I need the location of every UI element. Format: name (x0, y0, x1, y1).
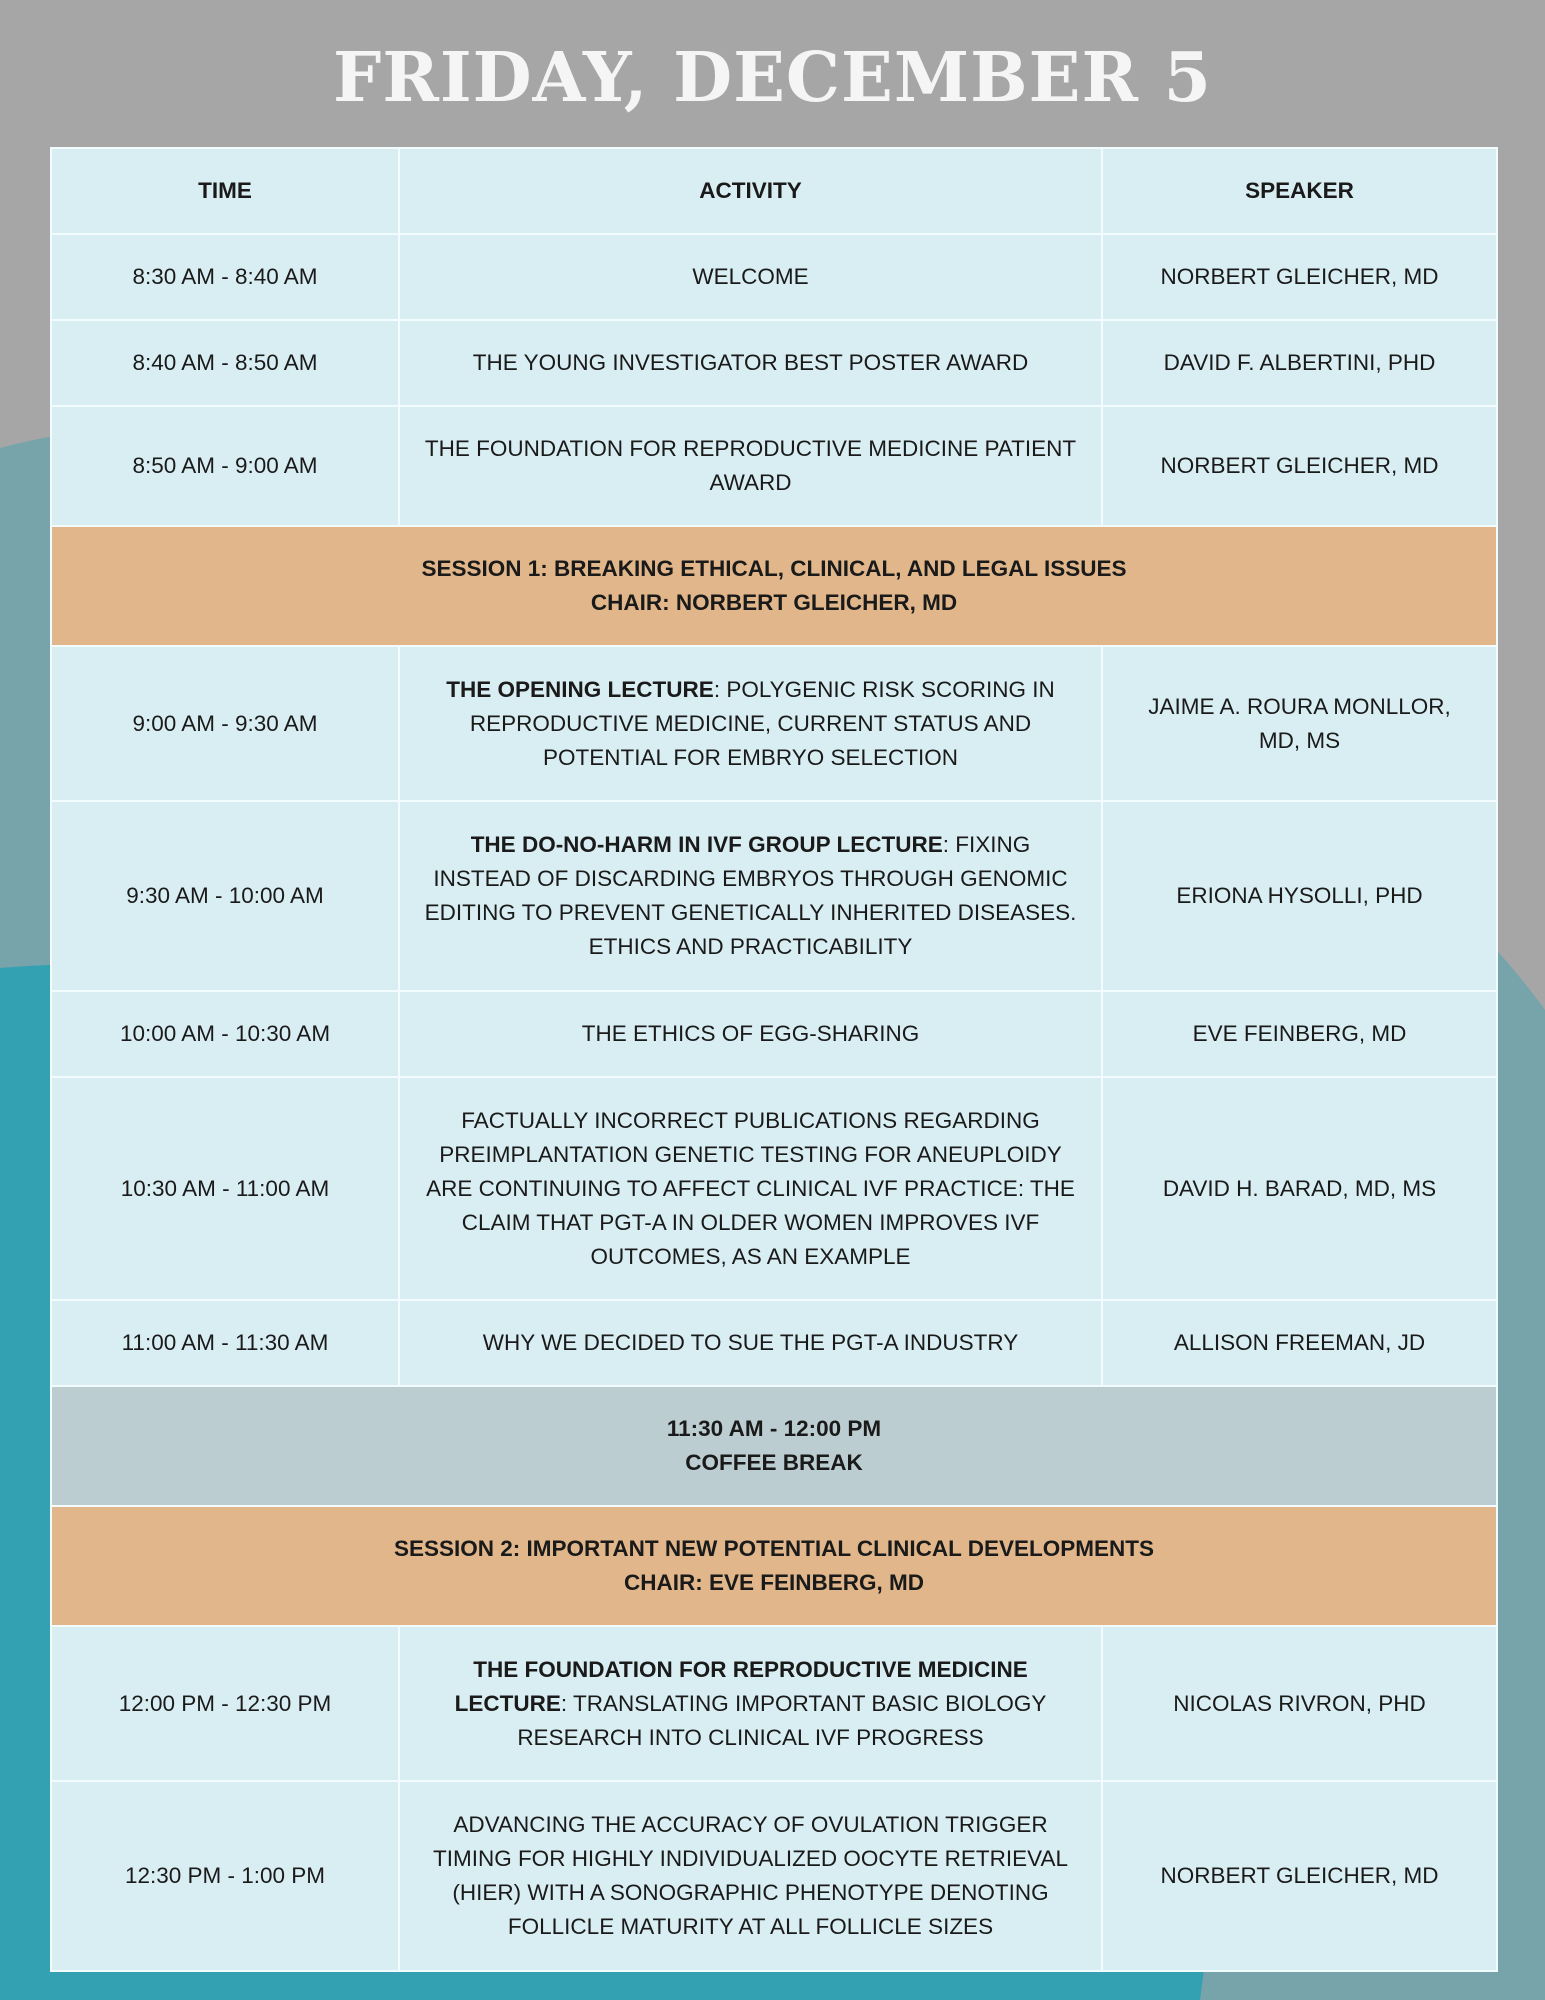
header-time: TIME (51, 148, 399, 234)
table-row (51, 991, 1497, 1077)
table-row (51, 1626, 1497, 1781)
table-row (51, 1300, 1497, 1386)
speaker-cell: EVE FEINBERG, MD (1102, 991, 1497, 1077)
activity-lecture-name: THE DO-NO-HARM IN IVF GROUP LECTURE (470, 832, 943, 857)
session-header-row (51, 526, 1497, 646)
schedule-table (50, 147, 1498, 1972)
time-cell: 10:00 AM - 10:30 AM (51, 991, 399, 1077)
time-cell: 11:00 AM - 11:30 AM (51, 1300, 399, 1386)
coffee-break-label: COFFEE BREAK (685, 1450, 863, 1475)
page-title: FRIDAY, DECEMBER 5 (333, 38, 1212, 118)
activity-cell: WELCOME (399, 234, 1102, 320)
table-row (51, 646, 1497, 801)
session-2-header (51, 1506, 1497, 1626)
speaker-cell: NORBERT GLEICHER, MD (1102, 1781, 1497, 1971)
table-header-row (51, 148, 1497, 234)
table-row (51, 320, 1497, 406)
time-cell: 12:30 PM - 1:00 PM (51, 1781, 399, 1971)
activity-cell (399, 801, 1102, 991)
activity-cell: FACTUALLY INCORRECT PUBLICATIONS REGARDING PREIMPLANTATION GENETIC TESTING FOR ANEUPLOIDY ARE CONTINUING TO AFFECT CLINICAL IVF PRACTICE: THE CLAIM THAT PGT-A IN OLDER WOMEN IMPROVES IVF OUTCOMES, AS AN EXAMPLE (399, 1077, 1102, 1300)
speaker-cell: DAVID H. BARAD, MD, MS (1102, 1077, 1497, 1300)
activity-lecture-name: THE FOUNDATION FOR REPRODUCTIVE MEDICINE LECTURE (454, 1656, 1028, 1716)
speaker-cell: DAVID F. ALBERTINI, PHD (1102, 320, 1497, 406)
speaker-cell: ALLISON FREEMAN, JD (1102, 1300, 1497, 1386)
session-1-chair: CHAIR: NORBERT GLEICHER, MD (590, 590, 958, 615)
session-header-row (51, 1506, 1497, 1626)
session-2-chair: CHAIR: EVE FEINBERG, MD (623, 1570, 924, 1595)
time-cell: 8:50 AM - 9:00 AM (51, 406, 399, 526)
coffee-break-time: 11:30 AM - 12:00 PM (666, 1416, 882, 1441)
activity-cell: THE YOUNG INVESTIGATOR BEST POSTER AWARD (399, 320, 1102, 406)
time-cell: 8:30 AM - 8:40 AM (51, 234, 399, 320)
session-2-title: SESSION 2: IMPORTANT NEW POTENTIAL CLINICAL DEVELOPMENTS (393, 1536, 1155, 1561)
activity-description: : POLYGENIC RISK SCORING IN REPRODUCTIVE MEDICINE, CURRENT STATUS AND POTENTIAL FOR EMBRYO SELECTION (469, 676, 1055, 770)
activity-description: : FIXING INSTEAD OF DISCARDING EMBRYOS THROUGH GENOMIC EDITING TO PREVENT GENETICALLY INHERITED DISEASES. ETHICS AND PRACTICABILITY (424, 832, 1077, 959)
activity-cell: THE FOUNDATION FOR REPRODUCTIVE MEDICINE PATIENT AWARD (399, 406, 1102, 526)
table-row (51, 1077, 1497, 1300)
activity-cell (399, 1626, 1102, 1781)
speaker-cell: ERIONA HYSOLLI, PHD (1102, 801, 1497, 991)
coffee-break-cell (51, 1386, 1497, 1506)
activity-lecture-name: THE OPENING LECTURE (446, 676, 714, 702)
activity-cell: ADVANCING THE ACCURACY OF OVULATION TRIGGER TIMING FOR HIGHLY INDIVIDUALIZED OOCYTE RETRIEVAL (HIER) WITH A SONOGRAPHIC PHENOTYPE DENOTING FOLLICLE MATURITY AT ALL FOLLICLE SIZES (399, 1781, 1102, 1971)
time-cell: 9:00 AM - 9:30 AM (51, 646, 399, 801)
coffee-break-row (51, 1386, 1497, 1506)
time-cell: 12:00 PM - 12:30 PM (51, 1626, 399, 1781)
activity-description: : TRANSLATING IMPORTANT BASIC BIOLOGY RESEARCH INTO CLINICAL IVF PROGRESS (517, 1690, 1047, 1750)
table-row (51, 406, 1497, 526)
header-speaker: SPEAKER (1102, 148, 1497, 234)
activity-cell: THE ETHICS OF EGG-SHARING (399, 991, 1102, 1077)
speaker-cell: NORBERT GLEICHER, MD (1102, 406, 1497, 526)
time-cell: 9:30 AM - 10:00 AM (51, 801, 399, 991)
table-row (51, 234, 1497, 320)
speaker-cell: NORBERT GLEICHER, MD (1102, 234, 1497, 320)
table-row (51, 1781, 1497, 1971)
session-1-title: SESSION 1: BREAKING ETHICAL, CLINICAL, AND LEGAL ISSUES (421, 556, 1127, 581)
table-row (51, 801, 1497, 991)
activity-cell: WHY WE DECIDED TO SUE THE PGT-A INDUSTRY (399, 1300, 1102, 1386)
header-activity: ACTIVITY (399, 148, 1102, 234)
speaker-cell: JAIME A. ROURA MONLLOR, MD, MS (1102, 646, 1497, 801)
activity-cell (399, 646, 1102, 801)
time-cell: 10:30 AM - 11:00 AM (51, 1077, 399, 1300)
session-1-header (51, 526, 1497, 646)
speaker-cell: NICOLAS RIVRON, PHD (1102, 1626, 1497, 1781)
time-cell: 8:40 AM - 8:50 AM (51, 320, 399, 406)
